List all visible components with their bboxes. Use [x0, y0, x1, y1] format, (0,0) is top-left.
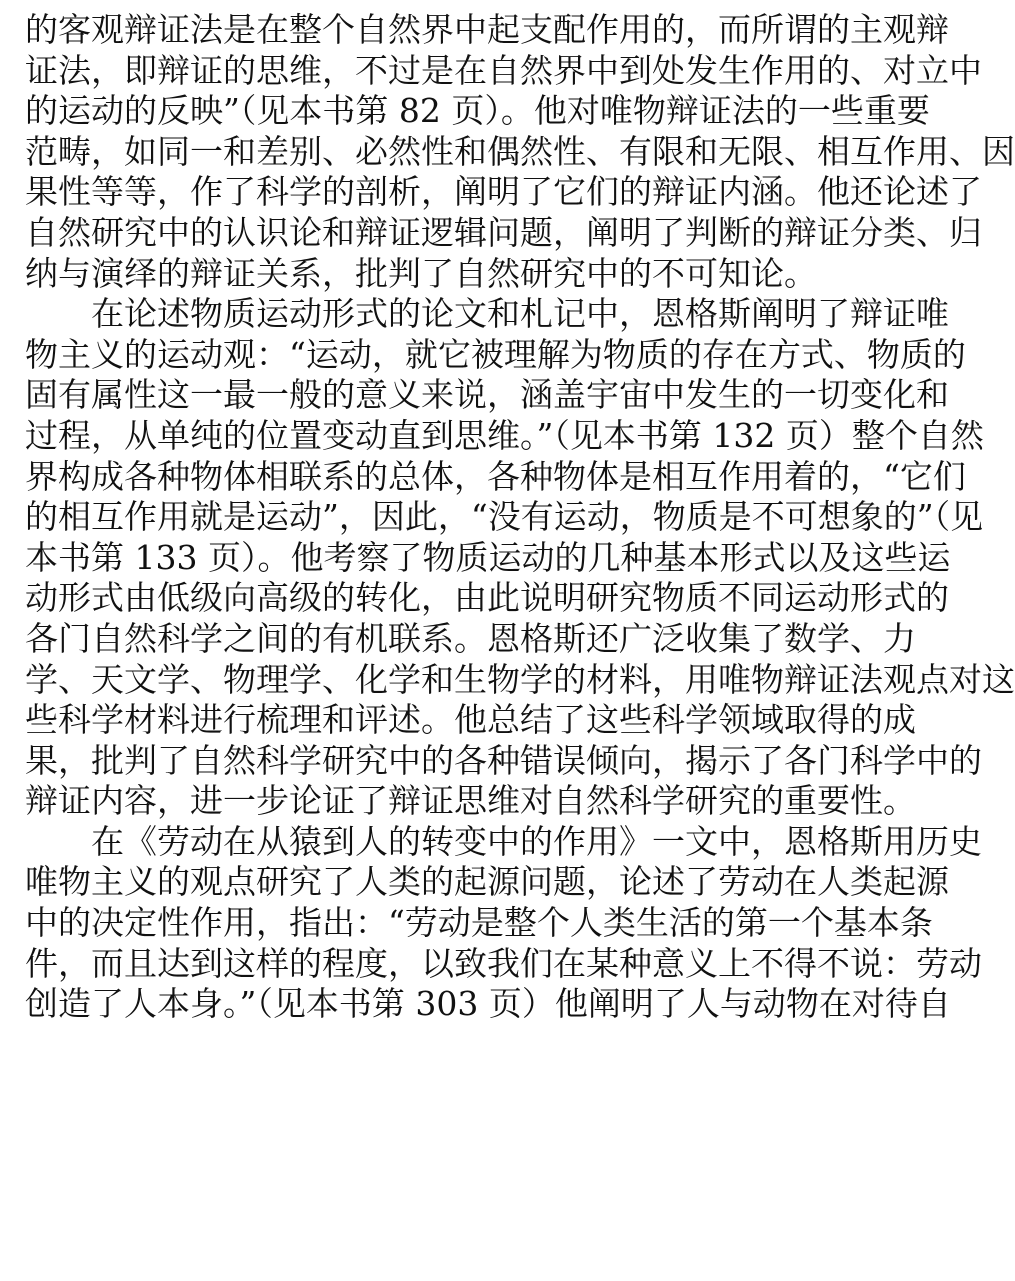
text-line: 在《劳动在从猿到人的转变中的作用》一文中，恩格斯用历史 [91, 821, 982, 861]
text-line: 辩证内容，进一步论证了辩证思维对自然科学研究的重要性。 [25, 781, 916, 821]
text-line: 学、天文学、物理学、化学和生物学的材料，用唯物辩证法观点对这 [25, 659, 1015, 699]
text-line: 的客观辩证法是在整个自然界中起支配作用的，而所谓的主观辩 [25, 10, 949, 49]
text-line: 本书第 133 页）。他考察了物质运动的几种基本形式以及这些运 [25, 537, 951, 577]
text-line: 件，而且达到这样的程度，以致我们在某种意义上不得不说：劳动 [25, 943, 982, 983]
text-line: 纳与演绎的辩证关系，批判了自然研究中的不可知论。 [25, 253, 817, 293]
text-line: 过程，从单纯的位置变动直到思维。”（见本书第 132 页）整个自然 [25, 415, 984, 455]
text-line: 些科学材料进行梳理和评述。他总结了这些科学领域取得的成 [25, 700, 916, 740]
paragraph-1 [25, 10, 1015, 294]
text-line: 的相互作用就是运动”，因此，“没有运动，物质是不可想象的”（见 [25, 497, 984, 537]
text-line: 动形式由低级向高级的转化，由此说明研究物质不同运动形式的 [25, 578, 949, 618]
text-line: 各门自然科学之间的有机联系。恩格斯还广泛收集了数学、力 [25, 618, 916, 658]
text-line: 范畴，如同一和差别、必然性和偶然性、有限和无限、相互作用、因 [25, 131, 1015, 171]
text-line: 自然研究中的认识论和辩证逻辑问题，阐明了判断的辩证分类、归 [25, 212, 982, 252]
text-line: 在论述物质运动形式的论文和札记中，恩格斯阐明了辩证唯 [91, 294, 949, 334]
text-line: 物主义的运动观：“运动，就它被理解为物质的存在方式、物质的 [25, 334, 966, 374]
text-line: 唯物主义的观点研究了人类的起源问题，论述了劳动在人类起源 [25, 862, 949, 902]
text-line: 创造了人本身。”（见本书第 303 页）他阐明了人与动物在对待自 [25, 984, 951, 1024]
text-line: 固有属性这一最一般的意义来说，涵盖宇宙中发生的一切变化和 [25, 375, 949, 415]
text-line: 界构成各种物体相联系的总体，各种物体是相互作用着的，“它们 [25, 456, 966, 496]
text-line: 果，批判了自然科学研究中的各种错误倾向，揭示了各门科学中的 [25, 740, 982, 780]
text-line: 中的决定性作用，指出：“劳动是整个人类生活的第一个基本条 [25, 903, 933, 943]
text-line: 的运动的反映”（见本书第 82 页）。他对唯物辩证法的一些重要 [25, 91, 930, 131]
paragraph-3 [25, 821, 982, 1025]
text-line: 证法，即辩证的思维，不过是在自然界中到处发生作用的、对立中 [25, 50, 982, 90]
text-line: 果性等等，作了科学的剖析，阐明了它们的辩证内涵。他还论述了 [25, 172, 982, 212]
paragraph-2 [25, 294, 1015, 822]
